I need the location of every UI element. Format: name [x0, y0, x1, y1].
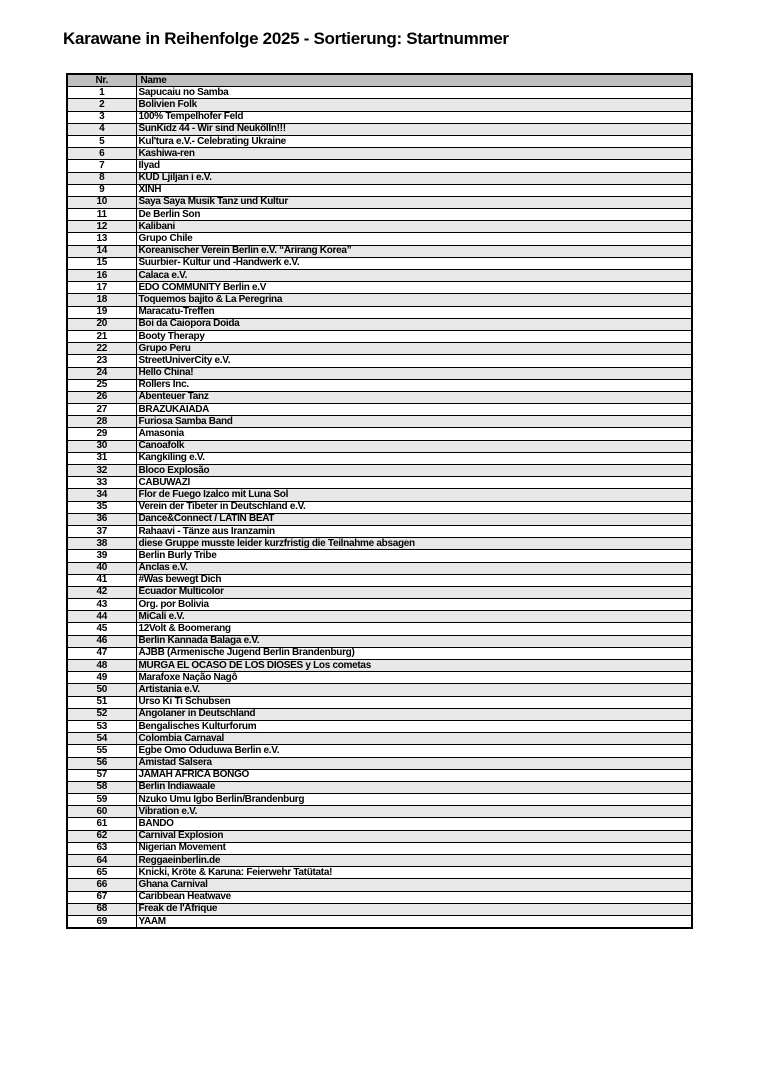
- row-name: JAMAH AFRICA BONGO: [136, 769, 692, 781]
- table-row: [67, 891, 692, 903]
- table-row: [67, 367, 692, 379]
- row-name: Nzuko Umu Igbo Berlin/Brandenburg: [136, 794, 692, 806]
- table-row: [67, 477, 692, 489]
- table-row: [67, 757, 692, 769]
- row-name: Bengalisches Kulturforum: [136, 720, 692, 732]
- table-row: [67, 733, 692, 745]
- table-row: [67, 452, 692, 464]
- table-row: [67, 867, 692, 879]
- row-name: Reggaeinberlin.de: [136, 855, 692, 867]
- row-number: 40: [67, 562, 136, 574]
- table-row: [67, 282, 692, 294]
- row-name: Flor de Fuego Izalco mit Luna Sol: [136, 489, 692, 501]
- table-row: [67, 245, 692, 257]
- table-row: [67, 184, 692, 196]
- row-number: 29: [67, 428, 136, 440]
- row-name: Nigerian Movement: [136, 842, 692, 854]
- row-name: Freak de l'Afrique: [136, 903, 692, 915]
- table-row: [67, 355, 692, 367]
- table-row: [67, 611, 692, 623]
- table-row: [67, 879, 692, 891]
- row-name: Toquemos bajito & La Peregrina: [136, 294, 692, 306]
- row-number: 45: [67, 623, 136, 635]
- row-name: Berlin Kannada Balaga e.V.: [136, 635, 692, 647]
- row-name: CABUWAZI: [136, 477, 692, 489]
- row-name: Booty Therapy: [136, 330, 692, 342]
- row-name: MURGA EL OCASO DE LOS DIOSES y Los cometas: [136, 660, 692, 672]
- row-number: 41: [67, 574, 136, 586]
- table-row: [67, 306, 692, 318]
- row-name: Amistad Salsera: [136, 757, 692, 769]
- participants-table: [66, 73, 693, 929]
- table-row: [67, 745, 692, 757]
- row-number: 39: [67, 550, 136, 562]
- row-name: Calaca e.V.: [136, 270, 692, 282]
- row-name: StreetUniverCity e.V.: [136, 355, 692, 367]
- table-row: [67, 148, 692, 160]
- row-number: 1: [67, 87, 136, 99]
- row-number: 23: [67, 355, 136, 367]
- row-number: 60: [67, 806, 136, 818]
- row-number: 46: [67, 635, 136, 647]
- row-number: 7: [67, 160, 136, 172]
- table-row: [67, 769, 692, 781]
- row-name: 100% Tempelhofer Feld: [136, 111, 692, 123]
- row-number: 55: [67, 745, 136, 757]
- table-row: [67, 586, 692, 598]
- row-number: 24: [67, 367, 136, 379]
- table-row: [67, 599, 692, 611]
- row-name: Grupo Chile: [136, 233, 692, 245]
- table-row: [67, 87, 692, 99]
- table-row: [67, 391, 692, 403]
- row-name: Abenteuer Tanz: [136, 391, 692, 403]
- row-number: 13: [67, 233, 136, 245]
- table-row: [67, 343, 692, 355]
- row-number: 11: [67, 209, 136, 221]
- table-row: [67, 501, 692, 513]
- row-name: XINH: [136, 184, 692, 196]
- row-name: Saya Saya Musik Tanz und Kultur: [136, 196, 692, 208]
- row-name: Berlin Indiawaale: [136, 781, 692, 793]
- row-number: 12: [67, 221, 136, 233]
- table-row: [67, 123, 692, 135]
- table-row: [67, 574, 692, 586]
- row-number: 63: [67, 842, 136, 854]
- row-number: 4: [67, 123, 136, 135]
- row-name: Rollers Inc.: [136, 379, 692, 391]
- table-row: [67, 135, 692, 147]
- row-number: 37: [67, 525, 136, 537]
- row-number: 69: [67, 915, 136, 928]
- row-name: Berlin Burly Tribe: [136, 550, 692, 562]
- row-number: 14: [67, 245, 136, 257]
- row-number: 52: [67, 708, 136, 720]
- row-name: Marafoxe Nação Nagô: [136, 672, 692, 684]
- table-row: [67, 562, 692, 574]
- row-name: SunKidz 44 - Wir sind Neukölln!!!: [136, 123, 692, 135]
- table-row: [67, 818, 692, 830]
- row-number: 36: [67, 513, 136, 525]
- table-row: [67, 465, 692, 477]
- row-number: 51: [67, 696, 136, 708]
- table-row: [67, 550, 692, 562]
- table-row: [67, 660, 692, 672]
- row-name: Anclas e.V.: [136, 562, 692, 574]
- table-row: [67, 623, 692, 635]
- row-number: 33: [67, 477, 136, 489]
- row-number: 28: [67, 416, 136, 428]
- row-number: 44: [67, 611, 136, 623]
- row-name: Dance&Connect / LATIN BEAT: [136, 513, 692, 525]
- row-name: #Was bewegt Dich: [136, 574, 692, 586]
- row-name: Verein der Tibeter in Deutschland e.V.: [136, 501, 692, 513]
- row-name: Caribbean Heatwave: [136, 891, 692, 903]
- table-row: [67, 684, 692, 696]
- table-row: [67, 99, 692, 111]
- row-number: 57: [67, 769, 136, 781]
- row-name: Colombia Carnaval: [136, 733, 692, 745]
- row-name: 12Volt & Boomerang: [136, 623, 692, 635]
- row-number: 2: [67, 99, 136, 111]
- row-number: 61: [67, 818, 136, 830]
- table-row: [67, 318, 692, 330]
- row-number: 21: [67, 330, 136, 342]
- row-number: 3: [67, 111, 136, 123]
- table-row: [67, 635, 692, 647]
- row-name: Ilyad: [136, 160, 692, 172]
- row-name: Ecuador Multicolor: [136, 586, 692, 598]
- table-row: [67, 233, 692, 245]
- table-row: [67, 830, 692, 842]
- row-number: 32: [67, 465, 136, 477]
- table-row: [67, 855, 692, 867]
- row-number: 8: [67, 172, 136, 184]
- row-name: Kul'tura e.V.- Celebrating Ukraine: [136, 135, 692, 147]
- table-row: [67, 330, 692, 342]
- row-name: Amasonia: [136, 428, 692, 440]
- table-row: [67, 708, 692, 720]
- table-row: [67, 720, 692, 732]
- row-name: Kashiwa-ren: [136, 148, 692, 160]
- table-row: [67, 196, 692, 208]
- row-name: Kangkiling e.V.: [136, 452, 692, 464]
- table-row: [67, 647, 692, 659]
- table-row: [67, 794, 692, 806]
- row-number: 58: [67, 781, 136, 793]
- row-name: Koreanischer Verein Berlin e.V. “Arirang Korea”: [136, 245, 692, 257]
- row-name: Sapucaiu no Samba: [136, 87, 692, 99]
- row-name: BANDO: [136, 818, 692, 830]
- row-number: 48: [67, 660, 136, 672]
- row-number: 17: [67, 282, 136, 294]
- table-header-row: [67, 74, 692, 87]
- row-name: diese Gruppe musste leider kurzfristig die Teilnahme absagen: [136, 538, 692, 550]
- table-row: [67, 160, 692, 172]
- table-row: [67, 513, 692, 525]
- row-name: Ghana Carnival: [136, 879, 692, 891]
- table-row: [67, 915, 692, 928]
- table-row: [67, 111, 692, 123]
- row-number: 65: [67, 867, 136, 879]
- row-name: Egbe Omo Oduduwa Berlin e.V.: [136, 745, 692, 757]
- row-number: 27: [67, 404, 136, 416]
- row-name: Boi da Caiopora Doida: [136, 318, 692, 330]
- row-name: Vibration e.V.: [136, 806, 692, 818]
- row-name: BRAZUKAIADA: [136, 404, 692, 416]
- table-row: [67, 294, 692, 306]
- table-row: [67, 781, 692, 793]
- table-row: [67, 672, 692, 684]
- row-name: Urso Ki Ti Schubsen: [136, 696, 692, 708]
- table-row: [67, 416, 692, 428]
- row-number: 6: [67, 148, 136, 160]
- table-body: [67, 87, 692, 928]
- row-number: 22: [67, 343, 136, 355]
- row-number: 67: [67, 891, 136, 903]
- row-name: Rahaavi - Tänze aus Iranzamin: [136, 525, 692, 537]
- row-name: AJBB (Armenische Jugend Berlin Brandenburg): [136, 647, 692, 659]
- table-row: [67, 806, 692, 818]
- table-row: [67, 903, 692, 915]
- row-number: 20: [67, 318, 136, 330]
- row-number: 35: [67, 501, 136, 513]
- row-number: 43: [67, 599, 136, 611]
- row-name: Bolivien Folk: [136, 99, 692, 111]
- row-name: Knicki, Kröte & Karuna: Feierwehr Tatütata!: [136, 867, 692, 879]
- table-row: [67, 538, 692, 550]
- row-number: 34: [67, 489, 136, 501]
- table-row: [67, 428, 692, 440]
- row-number: 54: [67, 733, 136, 745]
- row-name: Maracatu-Treffen: [136, 306, 692, 318]
- column-header-name: Name: [136, 74, 692, 87]
- row-number: 42: [67, 586, 136, 598]
- row-number: 5: [67, 135, 136, 147]
- table-row: [67, 842, 692, 854]
- row-number: 68: [67, 903, 136, 915]
- table-row: [67, 270, 692, 282]
- row-name: KUD Ljiljan i e.V.: [136, 172, 692, 184]
- row-number: 18: [67, 294, 136, 306]
- row-number: 62: [67, 830, 136, 842]
- table-row: [67, 172, 692, 184]
- table-row: [67, 221, 692, 233]
- row-number: 31: [67, 452, 136, 464]
- row-number: 64: [67, 855, 136, 867]
- row-name: Kalibani: [136, 221, 692, 233]
- row-number: 53: [67, 720, 136, 732]
- table-row: [67, 696, 692, 708]
- row-number: 56: [67, 757, 136, 769]
- row-name: De Berlin Son: [136, 209, 692, 221]
- table-row: [67, 489, 692, 501]
- row-name: Carnival Explosion: [136, 830, 692, 842]
- row-number: 50: [67, 684, 136, 696]
- row-name: Canoafolk: [136, 440, 692, 452]
- column-header-nr: Nr.: [67, 74, 136, 87]
- row-name: MiCali e.V.: [136, 611, 692, 623]
- row-name: Bloco Explosão: [136, 465, 692, 477]
- row-number: 38: [67, 538, 136, 550]
- row-name: Furiosa Samba Band: [136, 416, 692, 428]
- table-row: [67, 440, 692, 452]
- row-name: Artistania e.V.: [136, 684, 692, 696]
- table-row: [67, 525, 692, 537]
- row-number: 10: [67, 196, 136, 208]
- row-number: 25: [67, 379, 136, 391]
- row-number: 26: [67, 391, 136, 403]
- table-row: [67, 404, 692, 416]
- row-number: 15: [67, 257, 136, 269]
- row-number: 16: [67, 270, 136, 282]
- table-row: [67, 209, 692, 221]
- row-number: 66: [67, 879, 136, 891]
- row-name: Hello China!: [136, 367, 692, 379]
- row-name: Grupo Peru: [136, 343, 692, 355]
- row-number: 49: [67, 672, 136, 684]
- row-name: YAAM: [136, 915, 692, 928]
- row-number: 30: [67, 440, 136, 452]
- row-name: Org. por Bolivia: [136, 599, 692, 611]
- page-title: Karawane in Reihenfolge 2025 - Sortierung: Startnummer: [63, 29, 509, 48]
- row-number: 59: [67, 794, 136, 806]
- row-number: 47: [67, 647, 136, 659]
- table-row: [67, 379, 692, 391]
- row-name: EDO COMMUNITY Berlin e.V: [136, 282, 692, 294]
- row-number: 19: [67, 306, 136, 318]
- row-name: Angolaner in Deutschland: [136, 708, 692, 720]
- table-row: [67, 257, 692, 269]
- row-name: Suurbier- Kultur und -Handwerk e.V.: [136, 257, 692, 269]
- row-number: 9: [67, 184, 136, 196]
